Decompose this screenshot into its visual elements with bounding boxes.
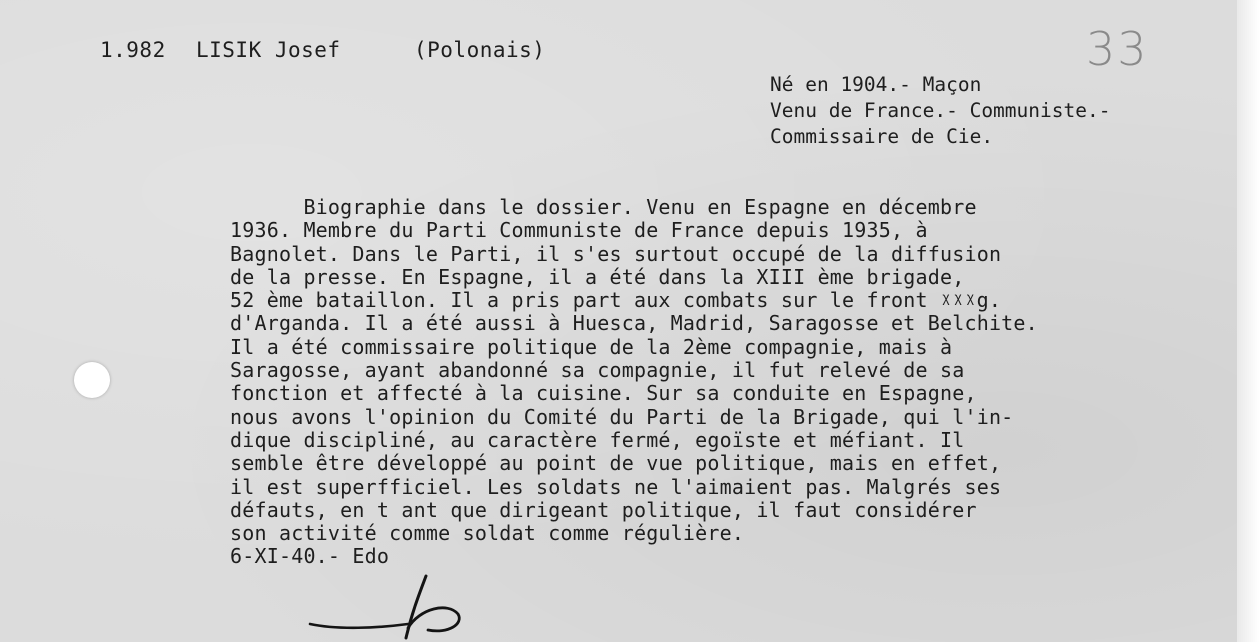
biography-line: Saragosse, ayant abandonné sa compagnie, il fut relevé de sa [230,358,965,383]
date-signature-line: 6-XI-40.- Edo [230,544,390,569]
biography-line: Bagnolet. Dans le Parti, il s'es surtout occupé de la diffusion [230,241,1002,266]
biography-line: nous avons l'opinion du Comité du Parti de la Brigade, qui l'in- [230,404,1014,429]
biography-line: d'Arganda. Il a été aussi à Huesca, Madrid, Saragosse et Belchite. [230,311,1038,336]
record-header [100,38,545,62]
biography-line: 52 ème bataillon. Il a pris part aux combats sur le front ᵡᵡᵡg. [230,288,1002,313]
summary-line: Venu de France.- Communiste.- [770,99,1111,122]
biography-line: Il a été commissaire politique de la 2ème compagnie, mais à [230,334,953,359]
person-name: LISIK Josef [196,38,341,62]
biography-line: il est superfficiel. Les soldats ne l'aimaient pas. Malgrés ses [230,474,1002,499]
handwritten-page-number: 33 [1086,22,1149,76]
summary-line: Né en 1904.- Maçon [770,73,982,96]
biography-line: défauts, en t ant que dirigeant politique, il faut considérer [230,497,977,522]
biography-line: dique discipliné, au caractère fermé, egoïste et méfiant. Il [230,427,965,452]
summary-block [770,72,1110,150]
biography-line: fonction et affecté à la cuisine. Sur sa conduite en Espagne, [230,381,977,406]
biography-line: 1936. Membre du Parti Communiste de France depuis 1935, à [230,218,928,243]
reference-number: 1.982 [100,38,166,62]
biography-line: Biographie dans le dossier. Venu en Espagne en décembre [230,195,977,219]
punch-hole [74,362,110,398]
summary-line: Commissaire de Cie. [770,125,994,148]
biography-line: semble être développé au point de vue politique, mais en effet, [230,451,1002,476]
nationality: (Polonais) [414,38,546,62]
biography-line: de la presse. En Espagne, il a été dans la XIII ème brigade, [230,264,965,289]
handwritten-signature [308,568,508,642]
paper-edge [1237,0,1259,642]
biography-text [230,196,1240,569]
biography-line: son activité comme soldat comme régulière. [230,521,745,546]
